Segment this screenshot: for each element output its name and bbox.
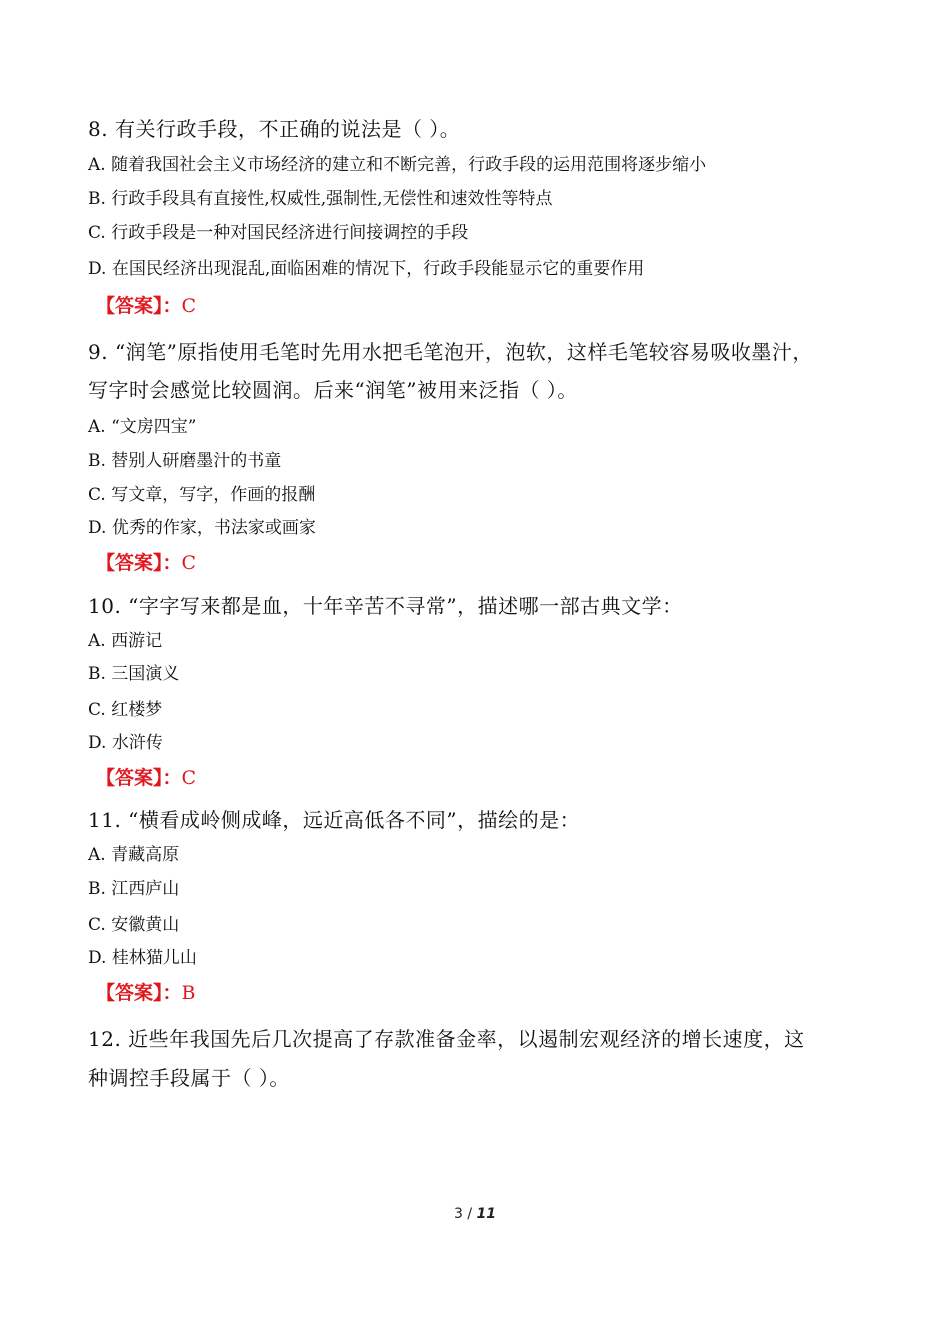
question-11-option-c: C. 安徽黄山 — [88, 915, 180, 935]
question-9-option-b: B. 替别人研磨墨汁的书童 — [88, 451, 282, 471]
answer-value: B — [181, 982, 196, 1004]
question-10-option-b: B. 三国演义 — [88, 664, 180, 684]
question-8-option-b: B. 行政手段具有直接性,权威性,强制性,无偿性和速效性等特点 — [88, 189, 553, 209]
page-separator: / — [467, 1206, 473, 1222]
question-12-text-line-1: 12. 近些年我国先后几次提高了存款准备金率，以遏制宏观经济的增长速度，这 — [88, 1027, 805, 1051]
answer-value: C — [181, 552, 197, 574]
current-page: 3 — [453, 1206, 463, 1222]
question-11-option-a: A. 青藏高原 — [88, 845, 180, 865]
question-9-text-line-1: 9. “润笔”原指使用毛笔时先用水把毛笔泡开，泡软，这样毛笔较容易吸收墨汁， — [88, 340, 813, 364]
question-8-text: 8. 有关行政手段，不正确的说法是（ ）。 — [88, 117, 461, 141]
answer-label: 【答案】： — [96, 767, 182, 789]
answer-label: 【答案】： — [96, 295, 182, 317]
question-8-option-a: A. 随着我国社会主义市场经济的建立和不断完善，行政手段的运用范围将逐步缩小 — [88, 155, 707, 175]
question-8-option-c: C. 行政手段是一种对国民经济进行间接调控的手段 — [88, 223, 469, 243]
question-10-option-c: C. 红楼梦 — [88, 700, 163, 720]
question-12-text-line-2: 种调控手段属于（ ）。 — [88, 1066, 290, 1090]
answer-label: 【答案】： — [96, 552, 182, 574]
question-9-option-d: D. 优秀的作家，书法家或画家 — [88, 518, 316, 538]
question-8-option-d: D. 在国民经济出现混乱,面临困难的情况下，行政手段能显示它的重要作用 — [88, 259, 645, 279]
answer-value: C — [181, 767, 197, 789]
question-8-answer — [96, 297, 196, 316]
question-11-option-d: D. 桂林猫儿山 — [88, 948, 197, 968]
question-9-option-c: C. 写文章，写字，作画的报酬 — [88, 485, 316, 505]
question-11-option-b: B. 江西庐山 — [88, 879, 180, 899]
page-number — [0, 1206, 950, 1222]
question-9-text-line-2: 写字时会感觉比较圆润。后来“润笔”被用来泛指（ ）。 — [88, 378, 578, 402]
question-11-text: 11. “横看成岭侧成峰，远近高低各不同”，描绘的是： — [88, 808, 581, 832]
answer-label: 【答案】： — [96, 982, 182, 1004]
question-10-answer — [96, 769, 196, 788]
answer-value: C — [181, 295, 197, 317]
total-pages: 11 — [476, 1206, 497, 1222]
question-9-option-a: A. “文房四宝” — [88, 417, 197, 437]
question-10-option-d: D. 水浒传 — [88, 733, 163, 753]
question-10-text: 10. “字字写来都是血，十年辛苦不寻常”，描述哪一部古典文学： — [88, 594, 683, 618]
question-11-answer — [96, 984, 195, 1003]
question-9-answer — [96, 554, 196, 573]
question-10-option-a: A. 西游记 — [88, 631, 163, 651]
